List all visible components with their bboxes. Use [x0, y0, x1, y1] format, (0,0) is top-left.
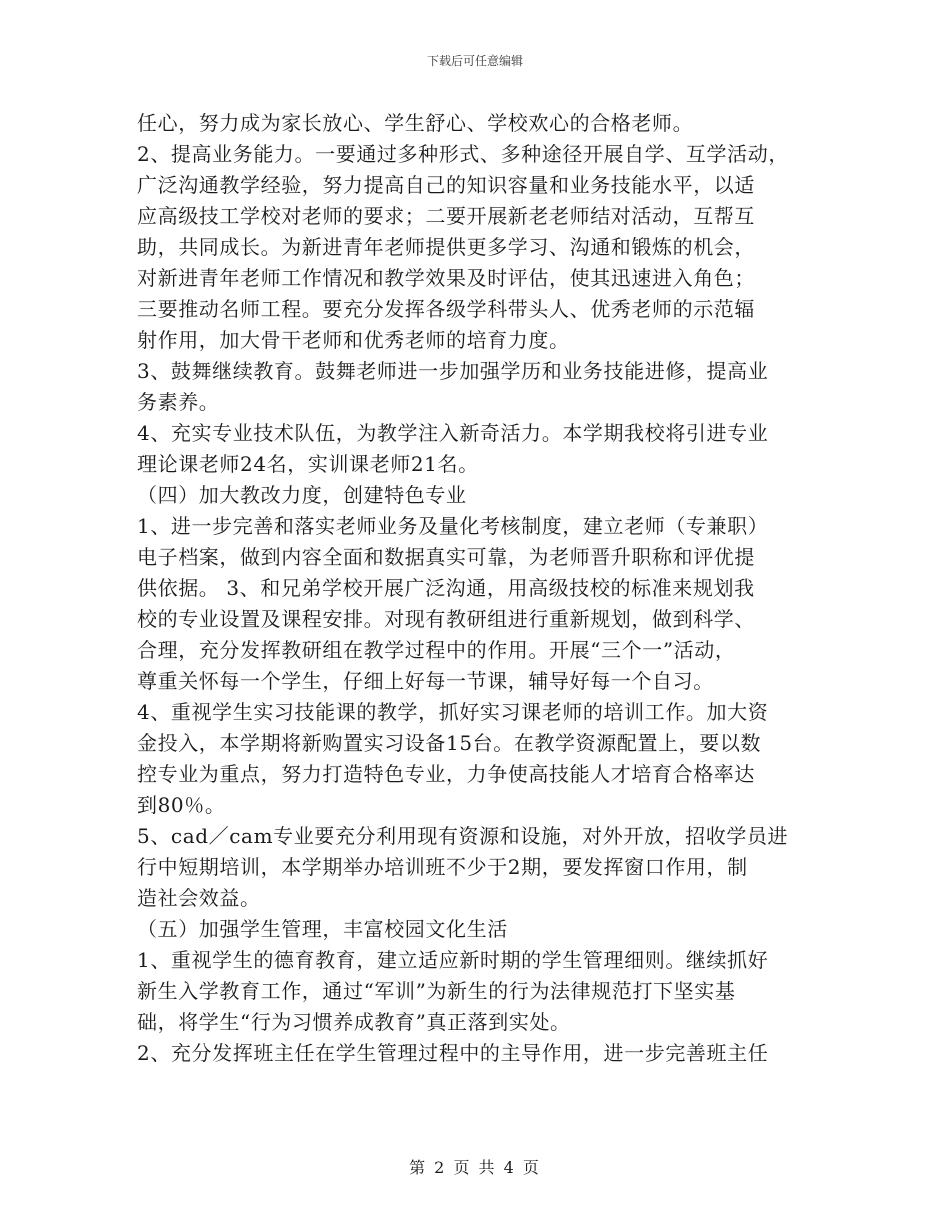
text-line: 对新进青年老师工作情况和教学效果及时评估，使其迅速进入角色； [137, 266, 755, 290]
text-line: 供依据。 3、和兄弟学校开展广泛沟通，用高级技校的标准来规划我 [137, 576, 755, 600]
text-line: 4、充实专业技术队伍，为教学注入新奇活力。本学期我校将引进专业 [137, 421, 769, 445]
text-line: 1、进一步完善和落实老师业务及量化考核制度，建立老师（专兼职） [137, 514, 769, 538]
text-line: 控专业为重点，努力打造特色专业，力争使高技能人才培育合格率达 [137, 762, 755, 786]
text-line: 造社会效益。 [137, 886, 261, 910]
text-line: 校的专业设置及课程安排。对现有教研组进行重新规划，做到科学、 [137, 607, 755, 631]
text-line: 2、充分发挥班主任在学生管理过程中的主导作用，进一步完善班主任 [137, 1041, 769, 1065]
text-line: 新生入学教育工作，通过“军训”为新生的行为法律规范打下坚实基 [137, 979, 736, 1003]
text-line: 射作用，加大骨干老师和优秀老师的培育力度。 [137, 328, 570, 352]
text-line: 助，共同成长。为新进青年老师提供更多学习、沟通和锻炼的机会， [137, 235, 755, 259]
text-line: 1、重视学生的德育教育，建立适应新时期的学生管理细则。继续抓好 [137, 948, 769, 972]
text-line: 三要推动名师工程。要充分发挥各级学科带头人、优秀老师的示范辐 [137, 297, 755, 321]
document-body [137, 108, 827, 1069]
page-header: 下载后可任意编辑 [426, 54, 523, 68]
text-line: 电子档案，做到内容全面和数据真实可靠，为老师晋升职称和评优提 [137, 545, 755, 569]
text-line: 务素养。 [137, 390, 220, 414]
text-line: 5、cad／cam专业要充分利用现有资源和设施，对外开放，招收学员进 [137, 824, 789, 848]
text-line: 尊重关怀每一个学生，仔细上好每一节课，辅导好每一个自习。 [137, 669, 714, 693]
text-line: 础，将学生“行为习惯养成教育”真正落到实处。 [137, 1010, 571, 1034]
text-line: 3、鼓舞继续教育。鼓舞老师进一步加强学历和业务技能进修，提高业 [137, 359, 769, 383]
text-line: （五）加强学生管理，丰富校园文化生活 [137, 917, 508, 941]
text-line: 任心，努力成为家长放心、学生舒心、学校欢心的合格老师。 [137, 111, 694, 135]
text-line: 金投入，本学期将新购置实习设备15台。在教学资源配置上，要以数 [137, 731, 762, 755]
text-line: 合理，充分发挥教研组在教学过程中的作用。开展“三个一”活动， [137, 638, 736, 662]
text-line: 到80％。 [137, 793, 226, 817]
text-line: 4、重视学生实习技能课的教学，抓好实习课老师的培训工作。加大资 [137, 700, 769, 724]
text-line: 应高级技工学校对老师的要求；二要开展新老老师结对活动，互帮互 [137, 204, 755, 228]
text-line: 理论课老师24名，实训课老师21名。 [137, 452, 479, 476]
text-line: 2、提高业务能力。一要通过多种形式、多种途径开展自学、互学活动， [137, 142, 789, 166]
page-footer: 第 2 页 共 4 页 [409, 1158, 541, 1177]
text-line: 行中短期培训，本学期举办培训班不少于2期，要发挥窗口作用，制 [137, 855, 748, 879]
text-line: （四）加大教改力度，创建特色专业 [137, 483, 467, 507]
text-line: 广泛沟通教学经验，努力提高自己的知识容量和业务技能水平，以适 [137, 173, 755, 197]
